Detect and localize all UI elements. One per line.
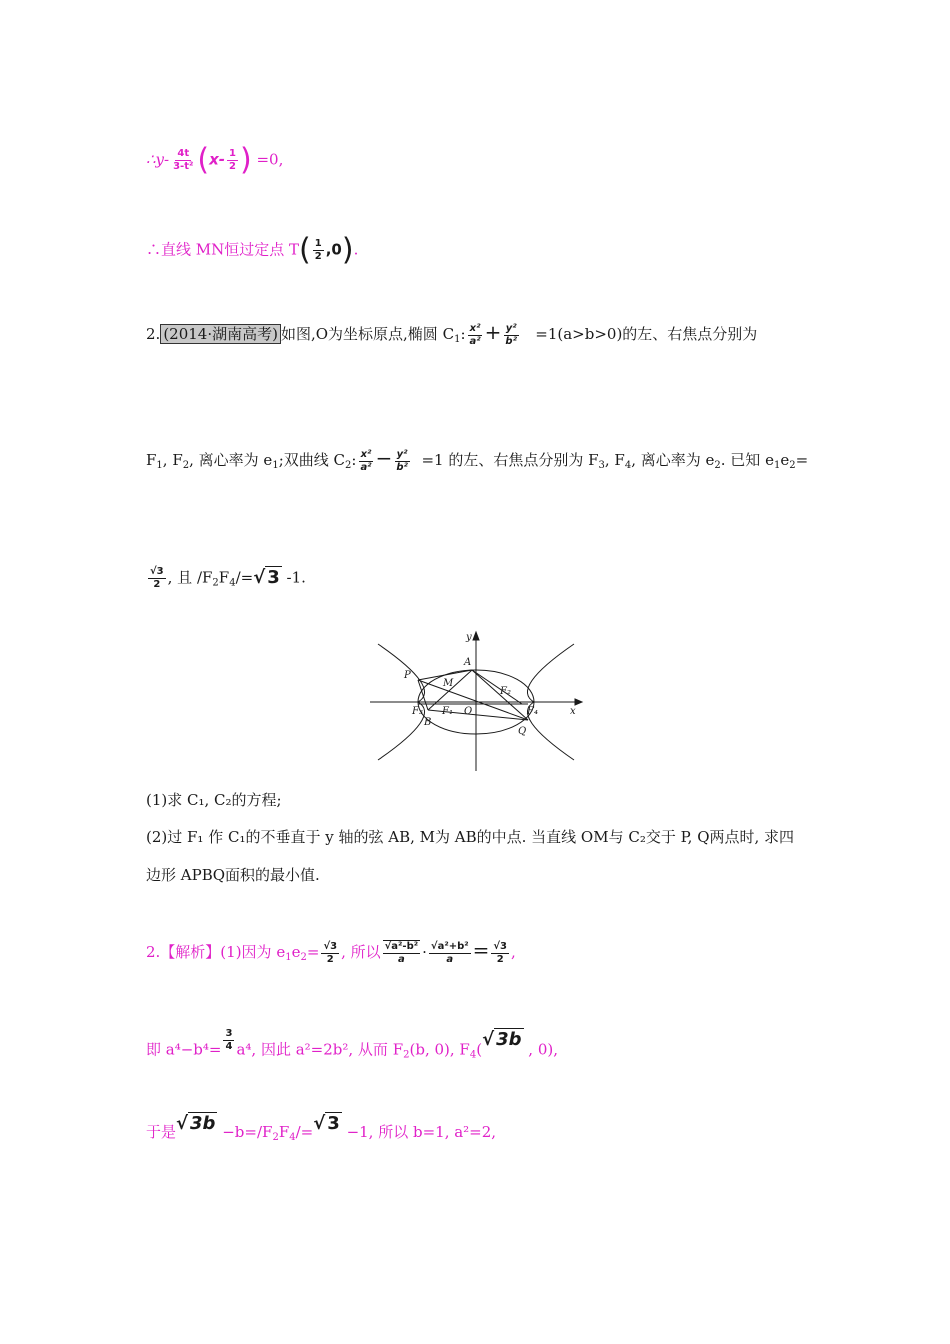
fraction: $\frac{\text{√a²-b²}}{a}$: [384, 941, 419, 965]
problem-line-2: $F_1$, $F_2$, 离心率为 $e_1$;双曲线 $C_2$: $\frac{\text{x²}}{\text{a²}}$ − $\frac{\text{y²}}{\text{b²}}$ =1 的左、右焦点分别为 $F_3$, $F_4$, 离心率为 $e_2$. 已知 $e_1e_2=$: [146, 446, 809, 473]
label-O: O: [464, 706, 473, 717]
solution-step-3: 于是√ $3b -b=/F_2F_4/=√$ 3 −1, 所以 b=1, a²=2,: [146, 1113, 497, 1143]
fraction: $\frac{3}{4}$: [225, 1028, 233, 1052]
label-A: A: [464, 657, 472, 668]
solution-line-1: ∴y- $\frac{4t}{\text{3-t²}}$ (x- $\frac{1}{2}$ ) =0,: [146, 142, 284, 178]
fraction: $\frac{\text{y²}}{\text{b²}}$: [505, 322, 517, 347]
fraction: $\frac{\text{x²}}{\text{a²}}$: [469, 322, 481, 347]
y-axis-arrow: [473, 632, 479, 640]
label-B: B: [424, 717, 432, 728]
label-F2: F₂: [500, 686, 511, 697]
fraction: $\frac{1}{2}$: [229, 148, 236, 172]
label-F4: F₄: [527, 706, 538, 717]
label-Q: Q: [518, 726, 527, 737]
label-y: y: [466, 632, 472, 643]
label-P: P: [404, 670, 411, 681]
sqrt: √ 3: [253, 566, 280, 588]
problem-line-3: $\frac{√3}{2}$ , 且 $/F_2F_4/=√$ 3 -1.: [150, 566, 306, 590]
problem-line-1: 2. (2014·湖南高考) 如图,O为坐标原点,椭圆 $C_1$: $\frac{\text{x²}}{\text{a²}}$ + $\frac{\text{y²}}{\text{b²}}$ =1(a>b>0)的左、右焦点分别为: [146, 320, 758, 347]
fraction: $\frac{4t}{\text{3-t²}}$: [173, 148, 194, 172]
fraction: $\frac{\text{x²}}{\text{a²}}$: [360, 448, 372, 473]
x-axis-arrow: [575, 699, 582, 705]
sqrt: √ 3: [313, 1113, 340, 1134]
fraction: $\frac{1}{2}$: [314, 238, 322, 262]
label-F3: F₃: [412, 706, 423, 717]
fraction: $\frac{\text{√a²+b²}}{a}$: [430, 940, 469, 965]
segment-AF4: [472, 670, 522, 704]
fraction: $\frac{\text{y²}}{\text{b²}}$: [396, 448, 408, 473]
fraction: $\frac{√3}{2}$: [323, 940, 338, 965]
label-M: M: [443, 678, 454, 689]
ellipse-hyperbola-figure: [370, 628, 585, 773]
question-1: (1)求 C₁, C₂的方程;: [146, 791, 282, 809]
sqrt: √ 3b: [176, 1113, 216, 1134]
fraction: $\frac{√3}{2}$: [150, 566, 164, 590]
fraction: $\frac{√3}{2}$: [493, 940, 508, 965]
question-2-line-1: (2)过 F₁ 作 C₁的不垂直于 y 轴的弦 AB, M为 AB的中点. 当直线 OM与 C₂交于 P, Q两点时, 求四: [146, 828, 795, 846]
source-tag: (2014·湖南高考): [160, 324, 281, 344]
solution-line-2: ∴直线 MN恒过定点 T( $\frac{1}{2}$ ,0).: [146, 232, 359, 268]
solution-step-1: 2.【解析】(1)因为 $e_1e_2=$ $\frac{√3}{2}$ , 所以 $\frac{\text{√a²-b²}}{a}$ · $\frac{\text{√a²+b²}}{a}$ = $\frac{√3}{2}$ ,: [146, 938, 516, 965]
solution-step-2: 即 a⁴−b⁴= $\frac{3}{4}$ a⁴, 因此 a²=2b², 从而 $F_2(b$, 0), $F_4(√$ 3b , 0),: [146, 1028, 558, 1061]
question-2-line-2: 边形 APBQ面积的最小值.: [146, 866, 320, 884]
label-F1: F₁: [442, 706, 453, 717]
sqrt: √ 3b: [482, 1028, 522, 1050]
label-x: x: [570, 706, 576, 717]
